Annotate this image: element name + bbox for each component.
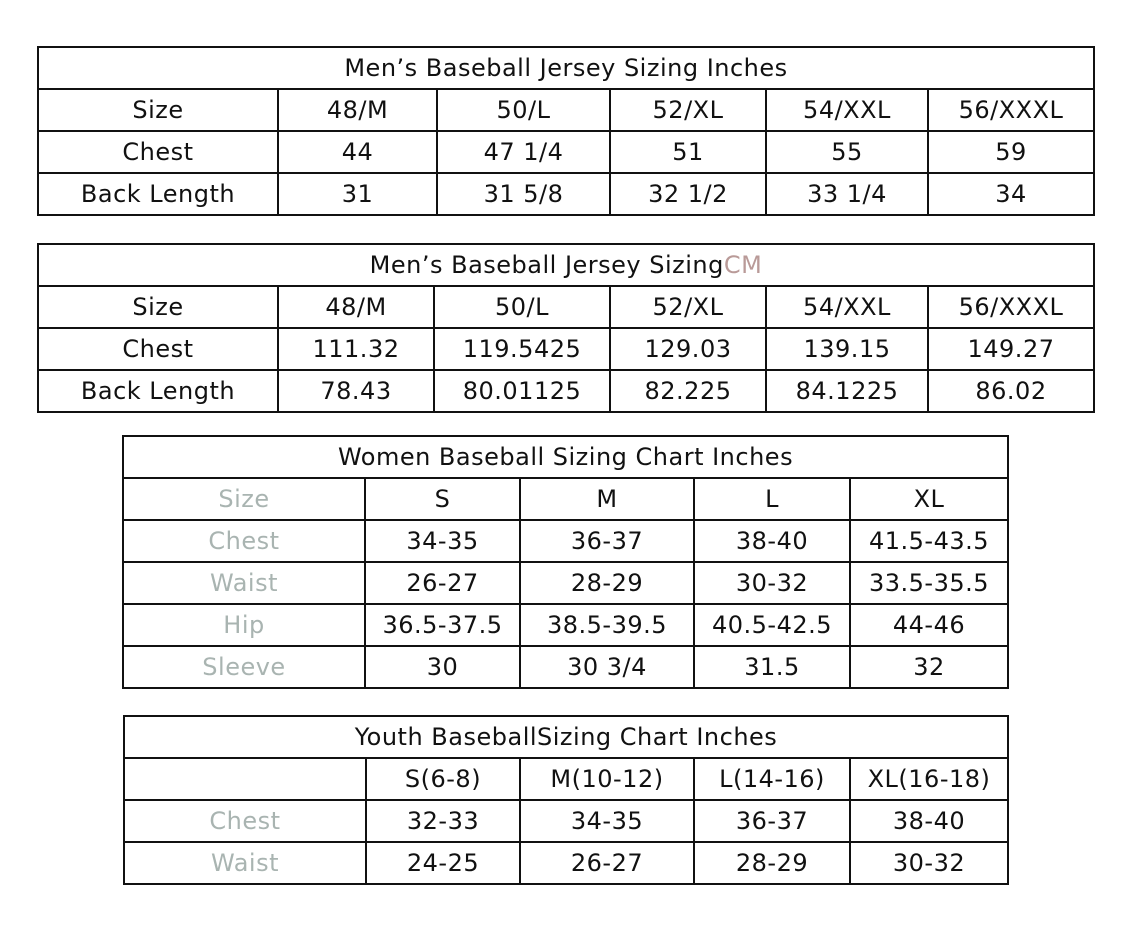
table-cell: 33.5-35.5 <box>850 562 1008 604</box>
table-cell: 84.1225 <box>766 370 928 412</box>
row-label: Chest <box>123 520 365 562</box>
table-cell: 38-40 <box>850 800 1008 842</box>
header-cell: 54/XXL <box>766 89 928 131</box>
table-cell: 38-40 <box>694 520 850 562</box>
header-cell: Size <box>38 89 278 131</box>
table-title-row <box>38 244 1094 286</box>
table-title-row <box>38 47 1094 89</box>
row-label: Chest <box>124 800 366 842</box>
table-cell: 111.32 <box>278 328 434 370</box>
header-cell: 56/XXXL <box>928 286 1094 328</box>
table-row <box>38 328 1094 370</box>
header-cell: S(6-8) <box>366 758 520 800</box>
header-cell: 50/L <box>434 286 610 328</box>
table-row <box>123 520 1008 562</box>
table-cell: 26-27 <box>365 562 520 604</box>
row-label: Sleeve <box>123 646 365 688</box>
table-cell: 31.5 <box>694 646 850 688</box>
table-header-row <box>38 286 1094 328</box>
table-cell: 30-32 <box>850 842 1008 884</box>
table-row <box>123 646 1008 688</box>
table-title-text: Men’s Baseball Jersey Sizing <box>369 251 724 279</box>
table-cell: 30 <box>365 646 520 688</box>
table-cell: 34-35 <box>520 800 694 842</box>
table-cell: 59 <box>928 131 1094 173</box>
table-row <box>38 370 1094 412</box>
header-cell: S <box>365 478 520 520</box>
table-cell: 30-32 <box>694 562 850 604</box>
header-cell: M <box>520 478 694 520</box>
table-cell: 30 3/4 <box>520 646 694 688</box>
table-row <box>123 604 1008 646</box>
table-cell: 28-29 <box>520 562 694 604</box>
table-cell: 26-27 <box>520 842 694 884</box>
table-cell: 24-25 <box>366 842 520 884</box>
table-row <box>38 131 1094 173</box>
row-label: Hip <box>123 604 365 646</box>
header-cell: 56/XXXL <box>928 89 1094 131</box>
table-title-row <box>124 716 1008 758</box>
header-cell: 48/M <box>278 89 437 131</box>
table-cell: 34-35 <box>365 520 520 562</box>
youth-sizing-table <box>123 715 1009 885</box>
table-cell: 47 1/4 <box>437 131 610 173</box>
row-label: Waist <box>124 842 366 884</box>
table-cell: 55 <box>766 131 928 173</box>
mens-inches-table <box>37 46 1095 216</box>
table-cell: 80.01125 <box>434 370 610 412</box>
unit-label: CM <box>723 251 763 279</box>
table-cell: 44-46 <box>850 604 1008 646</box>
header-cell <box>124 758 366 800</box>
header-cell: 48/M <box>278 286 434 328</box>
header-cell: XL(16-18) <box>850 758 1008 800</box>
table-cell: 32 1/2 <box>610 173 766 215</box>
table-cell: 129.03 <box>610 328 766 370</box>
table-cell: 36-37 <box>520 520 694 562</box>
table-cell: 31 5/8 <box>437 173 610 215</box>
header-cell: Size <box>38 286 278 328</box>
table-cell: 36-37 <box>694 800 850 842</box>
table-row <box>123 562 1008 604</box>
table-cell: 31 <box>278 173 437 215</box>
header-cell: Size <box>123 478 365 520</box>
header-cell: 54/XXL <box>766 286 928 328</box>
table-cell: 86.02 <box>928 370 1094 412</box>
table-cell: 41.5-43.5 <box>850 520 1008 562</box>
table-cell: 32 <box>850 646 1008 688</box>
table-cell: 139.15 <box>766 328 928 370</box>
table-title: Women Baseball Sizing Chart Inches <box>123 436 1008 478</box>
table-cell: 78.43 <box>278 370 434 412</box>
table-header-row <box>38 89 1094 131</box>
table-cell: 28-29 <box>694 842 850 884</box>
table-cell: 51 <box>610 131 766 173</box>
table-row <box>38 173 1094 215</box>
table-header-row <box>123 478 1008 520</box>
women-sizing-table <box>122 435 1009 689</box>
table-cell: 44 <box>278 131 437 173</box>
header-cell: M(10-12) <box>520 758 694 800</box>
table-cell: 119.5425 <box>434 328 610 370</box>
table-cell: 149.27 <box>928 328 1094 370</box>
table-cell: 38.5-39.5 <box>520 604 694 646</box>
header-cell: 52/XL <box>610 286 766 328</box>
row-label: Back Length <box>38 370 278 412</box>
table-cell: 82.225 <box>610 370 766 412</box>
row-label: Back Length <box>38 173 278 215</box>
table-row <box>124 842 1008 884</box>
table-row <box>124 800 1008 842</box>
table-title: Men’s Baseball Jersey Sizing Inches <box>38 47 1094 89</box>
table-cell: 36.5-37.5 <box>365 604 520 646</box>
table-header-row <box>124 758 1008 800</box>
table-cell: 32-33 <box>366 800 520 842</box>
table-cell: 33 1/4 <box>766 173 928 215</box>
table-cell: 40.5-42.5 <box>694 604 850 646</box>
table-title: Youth BaseballSizing Chart Inches <box>124 716 1008 758</box>
table-title <box>38 244 1094 286</box>
row-label: Chest <box>38 328 278 370</box>
mens-cm-table <box>37 243 1095 413</box>
header-cell: 52/XL <box>610 89 766 131</box>
header-cell: L(14-16) <box>694 758 850 800</box>
header-cell: L <box>694 478 850 520</box>
table-title-row <box>123 436 1008 478</box>
header-cell: XL <box>850 478 1008 520</box>
row-label: Waist <box>123 562 365 604</box>
header-cell: 50/L <box>437 89 610 131</box>
row-label: Chest <box>38 131 278 173</box>
table-cell: 34 <box>928 173 1094 215</box>
